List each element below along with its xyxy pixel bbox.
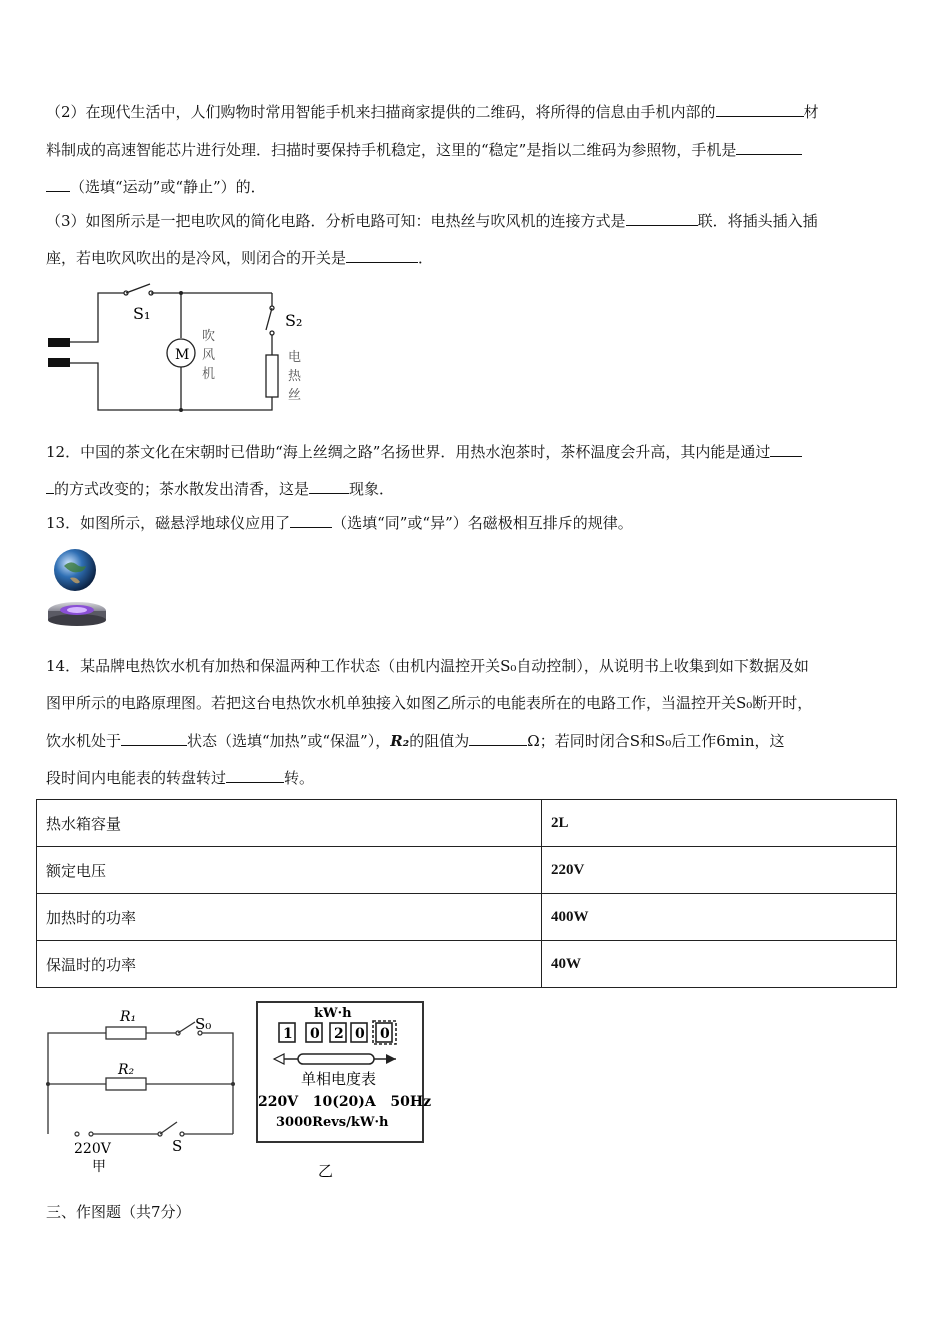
table-cell-label: 保温时的功率 xyxy=(37,941,542,988)
motor-symbol: M xyxy=(175,347,190,363)
answer-blank[interactable] xyxy=(716,102,804,117)
answer-blank[interactable] xyxy=(121,731,187,746)
answer-blank[interactable] xyxy=(46,479,54,494)
s2-label: S₂ xyxy=(285,311,303,330)
fan-label-3: 机 xyxy=(202,367,216,382)
table-cell-value: 2L xyxy=(542,800,897,847)
answer-blank[interactable] xyxy=(46,177,70,192)
q14-line1: 14．某品牌电热饮水机有加热和保温两种工作状态（由机内温控开关S₀自动控制），从说明书上收集到如下数据及如 xyxy=(46,657,809,675)
answer-blank[interactable] xyxy=(736,140,802,155)
table-row xyxy=(37,800,897,847)
answer-blank[interactable] xyxy=(346,248,418,263)
q11-part3-line2: 座，若电吹风吹出的是冷风，则闭合的开关是 ． xyxy=(46,249,434,267)
meter-revs: 3000Revs/kW·h xyxy=(276,1115,389,1130)
q13-line1: 13．如图所示，磁悬浮地球仪应用了 （选填“同”或“异”）名磁极相互排斥的规律。 xyxy=(46,514,633,532)
r2-label: R₂ xyxy=(118,1062,135,1078)
answer-blank[interactable] xyxy=(290,513,332,528)
answer-blank[interactable] xyxy=(469,731,527,746)
circuit-jia xyxy=(40,1000,245,1180)
table-cell-label: 额定电压 xyxy=(37,847,542,894)
meter-rating: 220V 10(20)A 50Hz xyxy=(258,1094,432,1110)
q12-line2: 的方式改变的；茶水散发出清香，这是 现象． xyxy=(46,479,906,499)
table-row xyxy=(37,894,897,941)
electric-meter-yi xyxy=(254,1000,432,1180)
table-cell-value: 400W xyxy=(542,894,897,941)
q11-part2-line2: 料制成的高速智能芯片进行处理．扫描时要保持手机稳定，这里的“稳定”是指以二维码为参照物，手机是 xyxy=(46,140,906,160)
meter-digit-4: 0 xyxy=(355,1026,365,1042)
table-row xyxy=(37,941,897,988)
fan-label-2: 风 xyxy=(202,348,216,363)
voltage-label: 220V xyxy=(74,1141,111,1157)
fan-label-1: 吹 xyxy=(202,329,216,344)
s0-label: S₀ xyxy=(195,1015,212,1033)
hair-dryer-circuit xyxy=(44,283,314,418)
q11-part2-line3: （选填“运动”或“静止”）的． xyxy=(46,177,906,197)
q14-line4: 段时间内电能表的转盘转过 转。 xyxy=(46,769,315,787)
meter-digit-1: 1 xyxy=(283,1026,293,1042)
meter-digit-2: 0 xyxy=(310,1026,320,1042)
meter-digit-3: 2 xyxy=(334,1026,344,1042)
heater-label-2: 热 xyxy=(288,369,302,384)
table-cell-label: 加热时的功率 xyxy=(37,894,542,941)
answer-blank[interactable] xyxy=(309,479,349,494)
answer-blank[interactable] xyxy=(626,211,698,226)
r2-symbol: R₂ xyxy=(390,732,410,750)
section-3-heading: 三、作图题（共7分） xyxy=(46,1203,191,1221)
q12-line1: 12．中国的茶文化在宋朝时已借助“海上丝绸之路”名扬世界．用热水泡茶时，茶杯温度会升高，其内能是通过 xyxy=(46,442,906,462)
q11-part3-line1: （3）如图所示是一把电吹风的简化电路．分析电路可知：电热丝与吹风机的连接方式是 联．将插头插入插 xyxy=(46,212,818,230)
meter-digit-5: 0 xyxy=(380,1026,390,1042)
answer-blank[interactable] xyxy=(226,768,284,783)
caption-jia: 甲 xyxy=(92,1159,106,1175)
caption-yi: 乙 xyxy=(318,1162,334,1180)
s1-label: S₁ xyxy=(133,304,151,323)
q11-part2-line1: （2）在现代生活中，人们购物时常用智能手机来扫描商家提供的二维码，将所得的信息由手机内部的 材 xyxy=(46,103,819,121)
table-cell-value: 220V xyxy=(542,847,897,894)
meter-title: 单相电度表 xyxy=(301,1070,377,1088)
maglev-globe-image xyxy=(46,548,108,628)
heater-label-1: 电 xyxy=(288,350,302,365)
r1-label: R₁ xyxy=(120,1009,137,1025)
table-cell-value: 40W xyxy=(542,941,897,988)
table-row xyxy=(37,847,897,894)
s-label: S xyxy=(172,1137,183,1155)
q14-line2: 图甲所示的电路原理图。若把这台电热饮水机单独接入如图乙所示的电能表所在的电路工作，当温控开关S₀断开时， xyxy=(46,694,813,712)
answer-blank[interactable] xyxy=(770,442,802,457)
heater-label-3: 丝 xyxy=(288,388,302,403)
q14-line3: 饮水机处于 状态（选填“加热”或“保温”），R₂的阻值为 Ω；若同时闭合S和S₀后工作6min，这 xyxy=(46,732,785,750)
meter-unit: kW·h xyxy=(314,1006,352,1021)
spec-table xyxy=(36,799,897,988)
table-cell-label: 热水箱容量 xyxy=(37,800,542,847)
